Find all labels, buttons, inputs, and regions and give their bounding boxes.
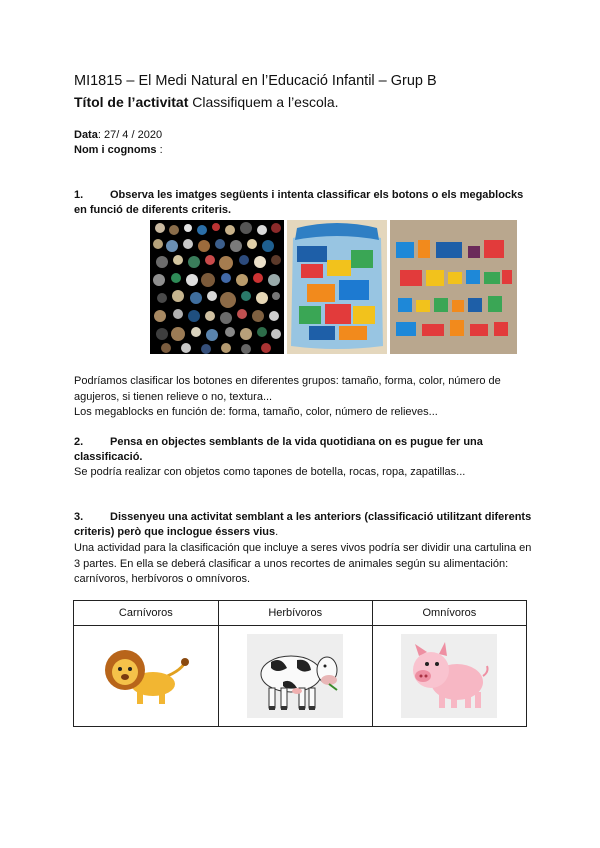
megablocks-bag-photo [287, 220, 387, 354]
q3-number: 3. [74, 511, 84, 523]
classification-table [73, 600, 527, 727]
date-value: : 27/ 4 / 2020 [97, 129, 163, 141]
pig-image [401, 634, 497, 718]
megablocks-grid-illustration [390, 220, 517, 354]
q1-answer-1: Podríamos clasificar los botones en diferentes grupos: tamaño, forma, color, número de agujeros, si tienen relieve o no, textura... [74, 375, 501, 403]
title-label: Títol de l’activitat [74, 94, 189, 110]
date-line [74, 128, 163, 143]
name-value: : [156, 144, 163, 156]
activity-title [74, 94, 339, 110]
cow-picture [247, 634, 343, 718]
pig-picture [401, 634, 497, 718]
question-2 [74, 435, 534, 465]
header-herbivores: Herbívoros [218, 601, 372, 626]
cow-cell [218, 626, 372, 727]
q1-text: Observa les imatges següents i intenta classificar els botons o els megablocks en funció de diferents criteris. [74, 189, 524, 216]
megablocks-bag-illustration [287, 220, 387, 354]
question-1 [74, 188, 534, 218]
q3-text-end: . [275, 526, 279, 538]
name-line [74, 143, 163, 158]
meta-block [74, 128, 163, 158]
q2-text: Pensa en objectes semblants de la vida quotidiana on es pugue fer una classificació. [74, 436, 483, 463]
lion-cell [74, 626, 219, 727]
date-label: Data [74, 129, 98, 141]
pig-cell [372, 626, 526, 727]
header-omnivores: Omnívoros [372, 601, 526, 626]
question-3 [74, 510, 534, 540]
header-carnivores: Carnívoros [74, 601, 219, 626]
q2-answer: Se podría realizar con objetos como tapones de botella, rocas, ropa, zapatillas... [74, 466, 466, 478]
cow-image [247, 634, 343, 718]
q1-number: 1. [74, 189, 84, 201]
name-label: Nom i cognoms [74, 144, 157, 156]
q3-text: Dissenyeu una activitat semblant a les anteriors (classificació utilitzant diferents criteris) però que inclogue éssers vius [74, 511, 532, 538]
course-header: MI1815 – El Medi Natural en l’Educació Infantil – Grup B [74, 73, 437, 89]
megablocks-grid-photo [390, 220, 517, 354]
buttons-illustration [150, 220, 284, 354]
q2-number: 2. [74, 436, 84, 448]
q3-answer: Una actividad para la clasificación que incluye a seres vivos podría ser dividir una cartulina en 3 partes. En ella se deberá clasificar a unos recortes de animales según su alimentación: carnívoros, herbívoros o omnívoros. [74, 542, 532, 585]
title-value: Classifiquem a l’escola. [188, 94, 339, 110]
q1-answer [74, 374, 544, 421]
q1-answer-2: Los megablocks en función de: forma, tamaño, color, número de relieves... [74, 406, 438, 418]
buttons-photo [150, 220, 284, 354]
lion-image [101, 640, 191, 710]
